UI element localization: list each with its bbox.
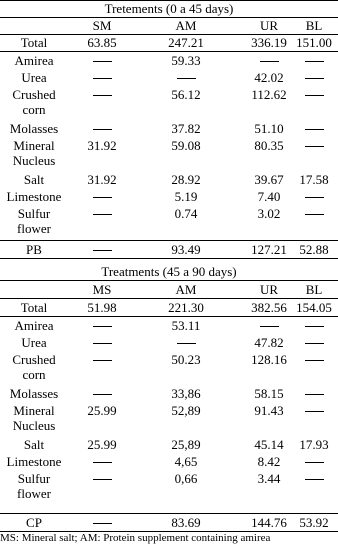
empty-value-dash <box>305 197 324 198</box>
table-cell <box>290 138 338 153</box>
empty-value-dash <box>305 78 324 79</box>
empty-value-dash <box>305 146 324 147</box>
table-cell: 3.02 <box>257 206 281 221</box>
empty-value-dash <box>305 61 324 62</box>
table-cell: 51.10 <box>254 121 284 136</box>
table-cell: 52.88 <box>299 242 329 257</box>
row-label: Salt <box>23 437 45 452</box>
column-header: UR <box>259 282 279 297</box>
footnote: MS: Mineral salt; AM: Protein supplement containing amirea <box>0 532 271 544</box>
row-label: Mineral Nucleus <box>12 403 56 433</box>
table-cell: 247.21 <box>168 35 204 50</box>
empty-value-dash <box>305 343 324 344</box>
column-header: MS <box>92 282 112 297</box>
table-row <box>0 205 338 239</box>
row-label: PB <box>26 242 42 257</box>
empty-value-dash <box>93 129 112 130</box>
table-cell: 0,66 <box>174 471 198 486</box>
row-label: Crushed corn <box>12 87 56 117</box>
column-header: SM <box>92 18 112 33</box>
empty-value-dash <box>305 214 324 215</box>
table-cell <box>290 121 338 136</box>
row-label: Urea <box>21 335 47 350</box>
table-cell: 59.33 <box>171 53 201 68</box>
table-cell <box>66 70 138 85</box>
table-cell <box>290 386 338 401</box>
table-row <box>0 299 338 316</box>
table-row <box>0 137 338 171</box>
table-cell: 31.92 <box>87 172 117 187</box>
table-cell: 80.35 <box>254 138 284 153</box>
table-cell: 58.15 <box>254 386 284 401</box>
table-cell <box>66 189 138 204</box>
table-row <box>0 470 338 504</box>
empty-value-dash <box>93 479 112 480</box>
table-row <box>0 69 338 86</box>
table-cell <box>290 352 338 367</box>
empty-value-dash <box>93 250 112 251</box>
table-row <box>0 317 338 334</box>
table-cell <box>66 121 138 136</box>
table-row <box>0 453 338 470</box>
column-header: BL <box>305 18 323 33</box>
empty-value-dash <box>177 78 196 79</box>
table-cell: 25,89 <box>171 437 201 452</box>
row-label: Crushed corn <box>12 352 56 382</box>
table-cell: 336.19 <box>251 35 287 50</box>
empty-value-dash <box>93 462 112 463</box>
empty-value-dash <box>93 360 112 361</box>
row-label: Mineral Nucleus <box>12 138 56 168</box>
table-cell <box>290 335 338 350</box>
table-cell <box>66 318 138 333</box>
table-row <box>0 188 338 205</box>
table-cell: 4,65 <box>174 454 198 469</box>
empty-value-dash <box>260 61 279 62</box>
row-label: Sulfur flower <box>17 206 51 236</box>
table-cell <box>150 335 222 350</box>
table-row <box>0 52 338 69</box>
section2-title: Treatments (45 a 90 days) <box>101 264 237 279</box>
table-row <box>0 385 338 402</box>
section2-header-row <box>0 281 338 298</box>
row-label: Limestone <box>6 454 62 469</box>
table-cell: 53.11 <box>171 318 201 333</box>
row-label: Amirea <box>14 318 54 333</box>
section1-title: Tretements (0 a 45 days) <box>104 1 234 16</box>
table-cell: 382.56 <box>251 300 287 315</box>
table-cell: 33,86 <box>171 386 201 401</box>
table-cell: 112.62 <box>251 87 287 102</box>
table-cell: 93.49 <box>171 242 201 257</box>
table-row <box>0 334 338 351</box>
table-cell: 151.00 <box>296 35 332 50</box>
row-label: Total <box>20 35 48 50</box>
table-cell: 154.05 <box>296 300 332 315</box>
table-cell <box>290 454 338 469</box>
table-cell <box>66 87 138 102</box>
table-cell <box>66 515 138 530</box>
table-cell <box>290 53 338 68</box>
table-cell: 17.93 <box>299 437 329 452</box>
table-row <box>0 86 338 120</box>
table-cell: 45.14 <box>254 437 284 452</box>
empty-value-dash <box>93 394 112 395</box>
table-cell: 39.67 <box>254 172 284 187</box>
empty-value-dash <box>93 61 112 62</box>
empty-value-dash <box>177 343 196 344</box>
table-cell <box>66 471 138 486</box>
table-cell: 37.82 <box>171 121 201 136</box>
row-label: Salt <box>23 172 45 187</box>
table-cell: 144.76 <box>251 515 287 530</box>
column-header: AM <box>175 282 197 297</box>
table-cell <box>290 403 338 418</box>
table-cell <box>66 454 138 469</box>
empty-value-dash <box>93 95 112 96</box>
table-cell: 47.82 <box>254 335 284 350</box>
table-row <box>0 402 338 436</box>
empty-value-dash <box>305 462 324 463</box>
table-cell: 128.16 <box>251 352 287 367</box>
row-label: Molasses <box>9 121 59 136</box>
table-cell: 59.08 <box>171 138 201 153</box>
column-header: AM <box>175 18 197 33</box>
section1-header-row <box>0 17 338 34</box>
table-cell <box>290 87 338 102</box>
empty-value-dash <box>305 394 324 395</box>
table-cell: 3.44 <box>257 471 281 486</box>
row-label: Amirea <box>14 53 54 68</box>
table-cell: 56.12 <box>171 87 201 102</box>
empty-value-dash <box>305 129 324 130</box>
table-cell <box>290 189 338 204</box>
table-cell: 28.92 <box>171 172 201 187</box>
table-cell: 17.58 <box>299 172 329 187</box>
table-cell: 7.40 <box>257 189 281 204</box>
empty-value-dash <box>305 479 324 480</box>
table-cell <box>66 352 138 367</box>
table-row <box>0 436 338 453</box>
empty-value-dash <box>93 78 112 79</box>
empty-value-dash <box>93 326 112 327</box>
rule <box>0 258 338 259</box>
table-cell <box>66 53 138 68</box>
table-cell <box>290 206 338 221</box>
column-header: UR <box>259 18 279 33</box>
table-cell: 63.85 <box>87 35 117 50</box>
table-cell: 221.30 <box>168 300 204 315</box>
table-cell: 52,89 <box>171 403 201 418</box>
table-cell <box>290 70 338 85</box>
empty-value-dash <box>305 326 324 327</box>
table-row <box>0 120 338 137</box>
table-cell: 5.19 <box>174 189 198 204</box>
empty-value-dash <box>305 360 324 361</box>
column-header: BL <box>305 282 323 297</box>
empty-value-dash <box>93 197 112 198</box>
table-cell: 25.99 <box>87 437 117 452</box>
table-row <box>0 241 338 258</box>
table-cell: 42.02 <box>254 70 284 85</box>
table-row <box>0 34 338 51</box>
row-label: Sulfur flower <box>17 471 51 501</box>
empty-value-dash <box>305 95 324 96</box>
table-cell: 8.42 <box>257 454 281 469</box>
table-cell <box>150 70 222 85</box>
table-row <box>0 351 338 385</box>
row-label: CP <box>26 515 42 530</box>
table-cell: 50.23 <box>171 352 201 367</box>
table-cell: 25.99 <box>87 403 117 418</box>
table-cell <box>66 386 138 401</box>
table-cell <box>290 318 338 333</box>
table-cell: 127.21 <box>251 242 287 257</box>
table-cell <box>66 335 138 350</box>
table-cell: 0.74 <box>174 206 198 221</box>
table-cell: 51.98 <box>87 300 117 315</box>
row-label: Limestone <box>6 189 62 204</box>
table-cell <box>66 206 138 221</box>
empty-value-dash <box>305 411 324 412</box>
row-label: Molasses <box>9 386 59 401</box>
table-cell: 91.43 <box>254 403 284 418</box>
table-cell <box>290 471 338 486</box>
table-cell: 83.69 <box>171 515 201 530</box>
empty-value-dash <box>260 326 279 327</box>
table-cell <box>66 242 138 257</box>
table-cell: 31.92 <box>87 138 117 153</box>
row-label: Urea <box>21 70 47 85</box>
empty-value-dash <box>93 343 112 344</box>
table-cell: 53.92 <box>299 515 329 530</box>
table-row <box>0 171 338 188</box>
empty-value-dash <box>93 214 112 215</box>
empty-value-dash <box>93 523 112 524</box>
table-row <box>0 514 338 531</box>
row-label: Total <box>20 300 48 315</box>
